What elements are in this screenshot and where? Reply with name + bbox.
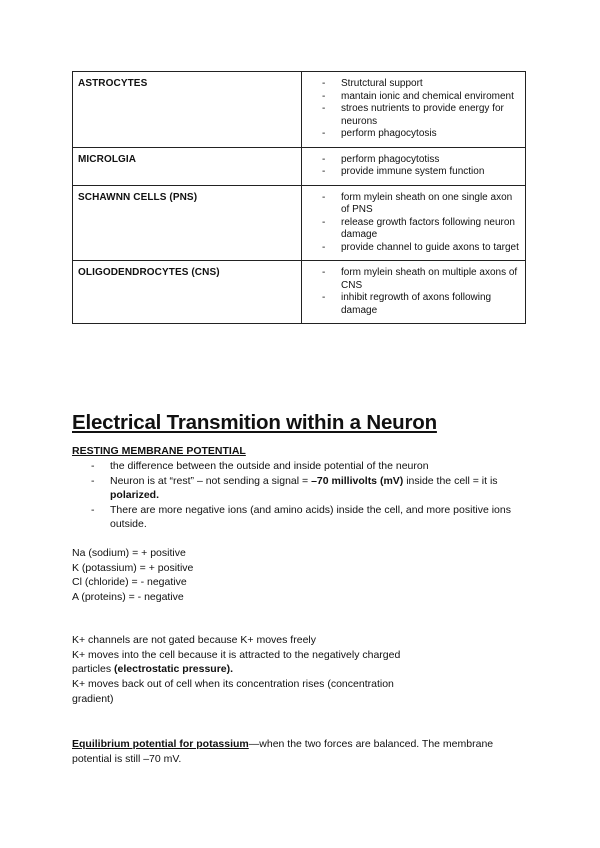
equilibrium-term: Equilibrium potential for potassium xyxy=(72,738,249,750)
cell-functions xyxy=(302,185,526,261)
bullet-item xyxy=(91,459,531,474)
ion-line: K (potassium) = + positive xyxy=(72,561,194,574)
function-item: - provide immune system function xyxy=(322,166,521,179)
cell-type-name: MICROLGIA xyxy=(73,147,302,185)
function-item: - inhibit regrowth of axons following damage xyxy=(322,292,521,317)
function-item: - form mylein sheath on multiple axons of CNS xyxy=(322,267,521,292)
text-line: K+ moves into the cell because it is attracted to the negatively charged xyxy=(72,648,401,661)
text-line: gradient) xyxy=(72,692,114,705)
text-line: K+ channels are not gated because K+ moves freely xyxy=(72,634,316,646)
potassium-paragraph xyxy=(72,633,400,707)
function-list xyxy=(322,267,521,317)
text-line: potential is still –70 mV. xyxy=(72,752,182,765)
ion-line: Na (sodium) = + positive xyxy=(72,547,186,559)
function-item: - perform phagocytosis xyxy=(322,128,521,141)
ion-list xyxy=(72,546,193,605)
cell-type-name: ASTROCYTES xyxy=(73,72,302,148)
function-item: - stroes nutrients to provide energy for neurons xyxy=(322,103,521,128)
bullet-text: the difference between the outside and inside potential of the neuron xyxy=(110,460,429,472)
table-row xyxy=(73,185,526,261)
table-row xyxy=(73,261,526,324)
bullet-text: Neuron is at “rest” – not sending a signal = xyxy=(110,474,312,487)
ion-line: A (proteins) = - negative xyxy=(72,591,184,604)
bullet-item xyxy=(91,474,531,503)
plain-text: particles xyxy=(72,663,115,676)
cell-functions xyxy=(302,261,526,324)
function-item: - provide channel to guide axons to target xyxy=(322,242,521,255)
resting-bullets xyxy=(91,459,531,532)
glial-cells-table xyxy=(72,71,526,324)
bullet-text: There are more negative ions (and amino acids) inside the cell, and more positive ions outside. xyxy=(110,503,511,530)
bullet-item xyxy=(91,503,531,532)
cell-type-name: OLIGODENDROCYTES (CNS) xyxy=(73,261,302,324)
equilibrium-paragraph xyxy=(72,737,493,766)
text-line: K+ moves back out of cell when its concentration rises (concentration xyxy=(72,678,394,691)
bullet-text: inside the cell = it is xyxy=(403,474,498,487)
table-row xyxy=(73,147,526,185)
bold-text: (electrostatic pressure). xyxy=(114,663,234,676)
function-item: - mantain ionic and chemical enviroment xyxy=(322,91,521,104)
cell-functions xyxy=(302,72,526,148)
plain-text: —when the two forces are balanced. The membrane xyxy=(248,738,494,750)
text-line xyxy=(72,737,493,752)
resting-membrane-potential-title: RESTING MEMBRANE POTENTIAL xyxy=(72,445,246,457)
bold-text: polarized. xyxy=(110,489,160,501)
table-row xyxy=(73,72,526,148)
function-list xyxy=(322,192,521,255)
function-item: - release growth factors following neuron damage xyxy=(322,217,521,242)
section-heading: Electrical Transmition within a Neuron xyxy=(72,411,437,434)
ion-line: Cl (chloride) = - negative xyxy=(72,576,187,589)
function-list xyxy=(322,154,521,179)
function-item: - perform phagocytotiss xyxy=(322,154,521,167)
cell-type-name: SCHAWNN CELLS (PNS) xyxy=(73,185,302,261)
function-list xyxy=(322,78,521,141)
bold-text: –70 millivolts (mV) xyxy=(311,474,404,487)
function-item: - Strutctural support xyxy=(322,78,521,91)
text-line xyxy=(72,662,400,677)
function-item: - form mylein sheath on one single axon of PNS xyxy=(322,192,521,217)
cell-functions xyxy=(302,147,526,185)
